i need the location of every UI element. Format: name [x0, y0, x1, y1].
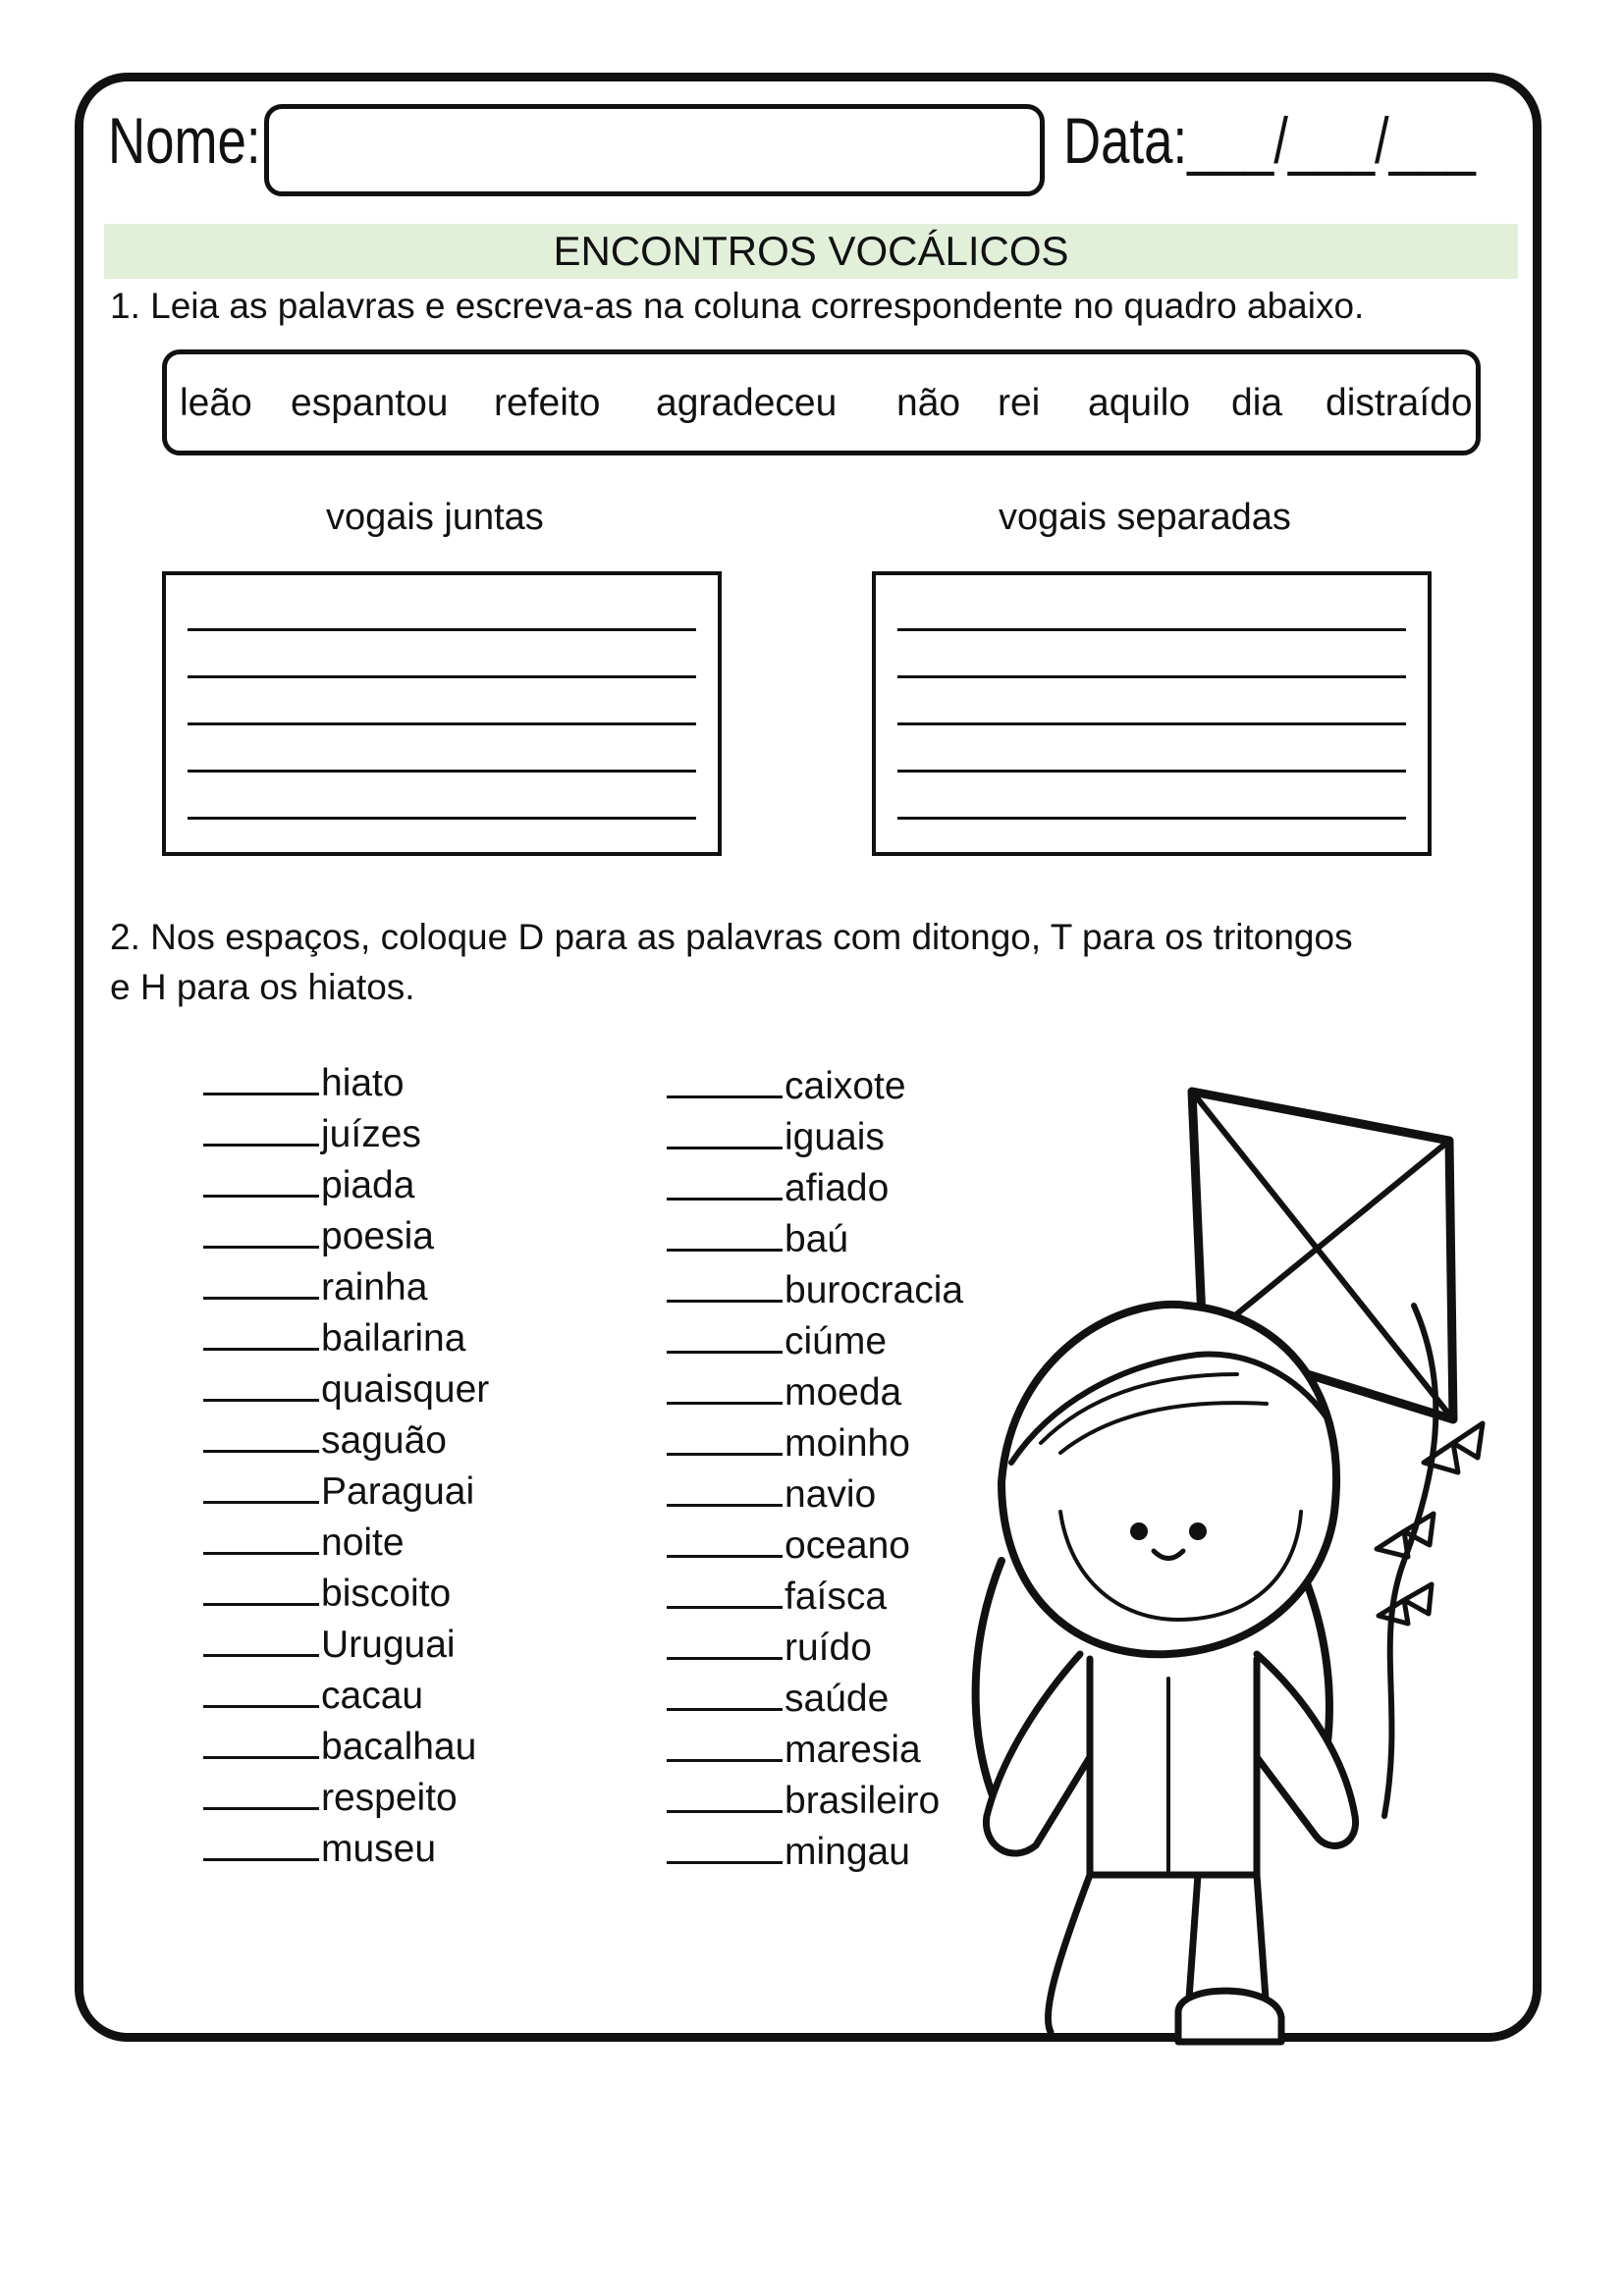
- answer-blank[interactable]: [667, 1576, 783, 1609]
- exercise-item: [667, 1730, 921, 1769]
- answer-blank[interactable]: [667, 1474, 783, 1507]
- exercise-word: baú: [785, 1218, 849, 1260]
- answer-blank[interactable]: [667, 1525, 783, 1558]
- exercise-word: maresia: [785, 1729, 921, 1771]
- exercise-word: poesia: [321, 1215, 434, 1257]
- answer-blank[interactable]: [667, 1832, 783, 1864]
- answer-blank[interactable]: [667, 1730, 783, 1762]
- answer-blank[interactable]: [667, 1219, 783, 1252]
- exercise-item: [667, 1168, 889, 1207]
- answer-blank[interactable]: [667, 1168, 783, 1201]
- writing-line[interactable]: [188, 770, 696, 773]
- exercise-item: [667, 1219, 848, 1258]
- writing-line[interactable]: [897, 675, 1406, 678]
- answer-blank[interactable]: [667, 1117, 783, 1149]
- question-1-text: 1. Leia as palavras e escreva-as na coluna correspondente no quadro abaixo.: [110, 286, 1365, 326]
- worksheet-title: ENCONTROS VOCÁLICOS: [553, 228, 1069, 274]
- word-bank-item: dia: [1231, 382, 1283, 424]
- column-heading-vogais-juntas: vogais juntas: [326, 497, 544, 538]
- exercise-item: [203, 1522, 405, 1562]
- exercise-word: burocracia: [785, 1269, 964, 1311]
- writing-line[interactable]: [188, 722, 696, 725]
- exercise-word: Paraguai: [321, 1470, 475, 1513]
- word-bank-item: distraído: [1326, 382, 1473, 424]
- exercise-item: [203, 1778, 458, 1817]
- answer-blank[interactable]: [203, 1165, 319, 1198]
- word-bank-item: não: [896, 382, 961, 424]
- answer-blank[interactable]: [203, 1063, 319, 1095]
- exercise-word: juízes: [321, 1113, 421, 1155]
- exercise-item: [203, 1471, 474, 1511]
- exercise-item: [667, 1117, 885, 1156]
- answer-blank[interactable]: [203, 1574, 319, 1606]
- exercise-word: quaisquer: [321, 1368, 490, 1411]
- exercise-word: ciúme: [785, 1320, 888, 1362]
- answer-blank[interactable]: [203, 1778, 319, 1810]
- exercise-item: [203, 1727, 476, 1766]
- answer-blank[interactable]: [667, 1372, 783, 1405]
- exercise-word: biscoito: [321, 1573, 452, 1615]
- name-input-box[interactable]: [264, 104, 1045, 196]
- exercise-item: [203, 1369, 489, 1409]
- exercise-word: mingau: [785, 1831, 910, 1873]
- answer-blank[interactable]: [667, 1781, 783, 1813]
- exercise-word: bacalhau: [321, 1726, 477, 1768]
- exercise-word: navio: [785, 1473, 877, 1516]
- answer-blank[interactable]: [203, 1420, 319, 1453]
- exercise-item: [203, 1165, 414, 1204]
- word-bank-item: leão: [180, 382, 252, 424]
- exercise-word: Uruguai: [321, 1624, 456, 1666]
- exercise-item: [203, 1676, 423, 1715]
- answer-blank[interactable]: [203, 1216, 319, 1249]
- writing-line[interactable]: [897, 770, 1406, 773]
- exercise-word: saúde: [785, 1678, 890, 1720]
- answer-blank[interactable]: [667, 1679, 783, 1711]
- exercise-item: [203, 1216, 434, 1255]
- answer-blank[interactable]: [203, 1369, 319, 1402]
- answer-blank[interactable]: [203, 1676, 319, 1708]
- exercise-item: [203, 1063, 405, 1102]
- answer-blank[interactable]: [203, 1318, 319, 1351]
- date-label: Data:___/___/___: [1063, 104, 1476, 177]
- exercise-item: [667, 1270, 963, 1309]
- exercise-word: iguais: [785, 1116, 885, 1158]
- answer-blank[interactable]: [667, 1270, 783, 1303]
- exercise-word: ruído: [785, 1627, 872, 1669]
- writing-line[interactable]: [897, 722, 1406, 725]
- exercise-item: [203, 1420, 447, 1460]
- exercise-word: piada: [321, 1164, 415, 1206]
- exercise-item: [667, 1423, 910, 1463]
- exercise-word: noite: [321, 1522, 405, 1564]
- name-label: Nome:: [108, 104, 261, 177]
- word-bank-item: espantou: [291, 382, 449, 424]
- question-2-text-line-1: 2. Nos espaços, coloque D para as palavras com ditongo, T para os tritongos: [110, 917, 1353, 957]
- exercise-word: moeda: [785, 1371, 902, 1414]
- exercise-item: [667, 1679, 889, 1718]
- column-heading-vogais-separadas: vogais separadas: [999, 497, 1291, 538]
- answer-box-vogais-juntas[interactable]: [162, 571, 722, 856]
- exercise-item: [203, 1318, 465, 1358]
- writing-line[interactable]: [188, 675, 696, 678]
- answer-blank[interactable]: [667, 1321, 783, 1354]
- question-2-text-line-2: e H para os hiatos.: [110, 967, 415, 1007]
- exercise-word: museu: [321, 1828, 437, 1870]
- answer-box-vogais-separadas[interactable]: [872, 571, 1432, 856]
- exercise-word: oceano: [785, 1524, 910, 1567]
- answer-blank[interactable]: [667, 1066, 783, 1098]
- exercise-word: brasileiro: [785, 1780, 941, 1822]
- exercise-item: [667, 1628, 872, 1667]
- word-bank-item: aquilo: [1088, 382, 1191, 424]
- answer-blank[interactable]: [203, 1114, 319, 1147]
- answer-blank[interactable]: [203, 1625, 319, 1657]
- exercise-word: respeito: [321, 1777, 458, 1819]
- answer-blank[interactable]: [667, 1423, 783, 1456]
- exercise-item: [203, 1574, 451, 1613]
- answer-blank[interactable]: [667, 1628, 783, 1660]
- word-bank-item: rei: [998, 382, 1041, 424]
- exercise-item: [667, 1832, 910, 1871]
- exercise-item: [667, 1781, 940, 1820]
- exercise-word: faísca: [785, 1575, 888, 1618]
- word-bank-item: refeito: [494, 382, 601, 424]
- writing-line[interactable]: [188, 817, 696, 820]
- answer-blank[interactable]: [203, 1829, 319, 1861]
- exercise-word: moinho: [785, 1422, 910, 1465]
- word-bank-item: agradeceu: [656, 382, 838, 424]
- answer-blank[interactable]: [203, 1471, 319, 1504]
- exercise-item: [203, 1267, 427, 1307]
- exercise-word: cacau: [321, 1675, 424, 1717]
- exercise-item: [667, 1474, 876, 1514]
- answer-blank[interactable]: [203, 1267, 319, 1300]
- girl-with-kite-icon: [943, 1070, 1542, 2052]
- exercise-item: [667, 1321, 887, 1361]
- writing-line[interactable]: [897, 628, 1406, 631]
- word-bank-box: [162, 349, 1481, 455]
- exercise-item: [203, 1625, 456, 1664]
- exercise-item: [667, 1066, 906, 1105]
- answer-blank[interactable]: [203, 1727, 319, 1759]
- exercise-word: hiato: [321, 1062, 405, 1104]
- exercise-item: [203, 1114, 421, 1153]
- exercise-word: afiado: [785, 1167, 890, 1209]
- exercise-item: [667, 1525, 910, 1565]
- exercise-word: caixote: [785, 1065, 906, 1107]
- writing-line[interactable]: [897, 817, 1406, 820]
- exercise-item: [203, 1829, 436, 1868]
- exercise-word: saguão: [321, 1419, 447, 1462]
- exercise-item: [667, 1576, 887, 1616]
- exercise-item: [667, 1372, 901, 1412]
- writing-line[interactable]: [188, 628, 696, 631]
- exercise-word: rainha: [321, 1266, 428, 1308]
- exercise-word: bailarina: [321, 1317, 466, 1360]
- answer-blank[interactable]: [203, 1522, 319, 1555]
